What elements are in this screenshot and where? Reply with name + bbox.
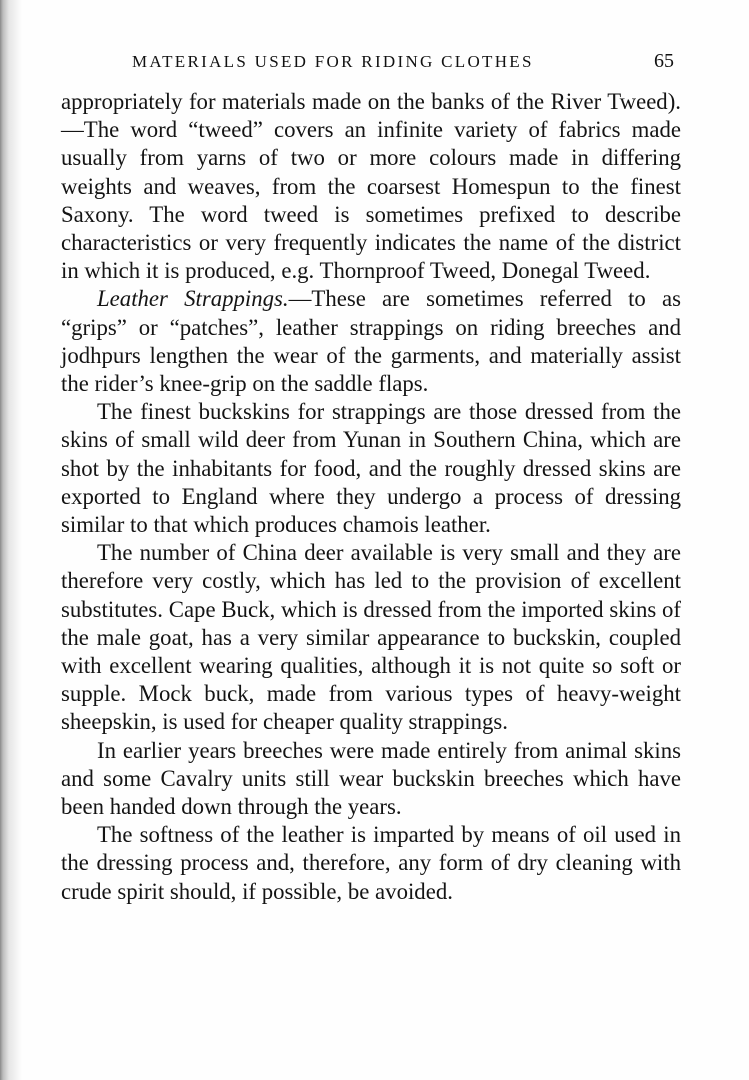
paragraph-china-deer	[61, 539, 681, 736]
paragraph-softness	[61, 821, 681, 906]
paragraph-text: The softness of the leather is imparted by means of oil used in the dressing process and, therefore, any form of dry cleaning with crude spirit should, if possible, be avoided.	[61, 822, 681, 904]
running-head	[132, 52, 674, 78]
body-text	[61, 88, 681, 906]
paragraph-text: —These are sometimes referred to as “grips” or “patches”, leather strappings on riding breeches and jodhpurs lengthen the wear of the garments, and materially assist the rider’s knee-grip on the saddle flaps.	[61, 286, 682, 397]
paragraph-tweed-continued	[61, 88, 681, 285]
paragraph-earlier-years	[61, 737, 681, 822]
paragraph-text: In earlier years breeches were made entirely from animal skins and some Cavalry units still wear buckskin breeches which have been handed down through the years.	[61, 737, 681, 820]
section-heading-leather-strappings: Leather Strappings.	[97, 286, 289, 312]
paragraph-text: appropriately for materials made on the banks of the River Tweed).—The word “tweed” covers an infinite variety of fabrics made usually from yarns of two or more colours made in differing weights and weaves, from the coarsest Homespun to the finest Saxony. The word tweed is sometimes prefixed to describe characteristics or very frequently indicates the name of the district in which it is produced, e.g. Thornproof Tweed, Donegal Tweed.	[61, 89, 681, 284]
paragraph-buckskins	[61, 398, 681, 539]
binding-gutter-shadow	[0, 0, 22, 1080]
paragraph-text: The finest buckskins for strappings are those dressed from the skins of small wild deer from Yunan in Southern China, which are shot by the inhabitants for food, and the roughly dressed skins are exported to England where they undergo a process of dressing similar to that which produces chamois leather.	[61, 399, 681, 538]
paragraph-leather-strappings	[61, 285, 681, 398]
page-number: 65	[654, 50, 674, 72]
paragraph-text: The number of China deer available is very small and they are therefore very costly, which has led to the provision of excellent substitutes. Cape Buck, which is dressed from the imported skins of the male goat, has a very similar appearance to buckskin, coupled with excellent wearing qualities, although it is not quite so soft or supple. Mock buck, made from various types of heavy-weight sheepskin, is used for cheaper quality strappings.	[61, 540, 681, 735]
running-title: MATERIALS USED FOR RIDING CLOTHES	[132, 52, 534, 71]
